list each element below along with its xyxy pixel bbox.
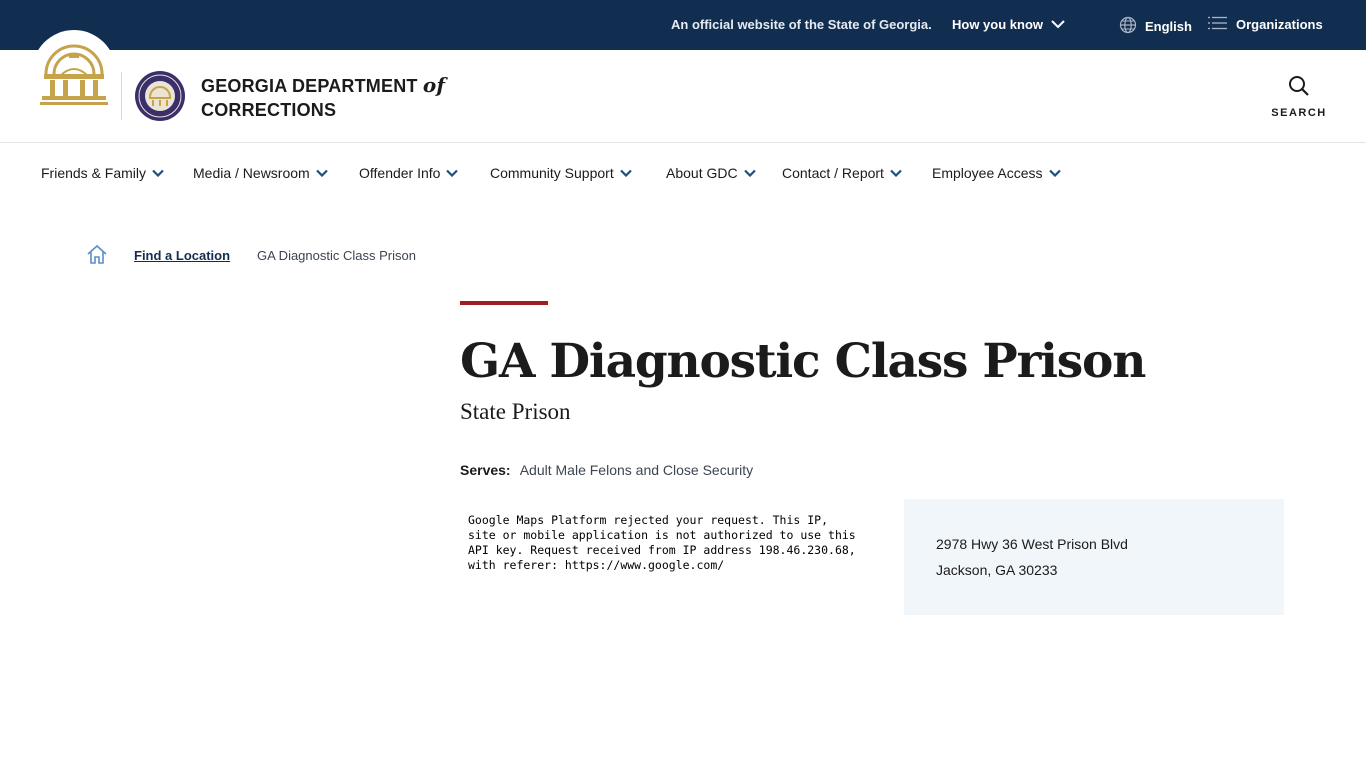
georgia-seal-icon[interactable] [32,30,116,114]
chevron-down-icon [446,169,458,177]
nav-item-label: Offender Info [359,165,441,181]
language-selector[interactable] [1119,16,1192,37]
chevron-down-icon [744,169,756,177]
main-nav [0,160,1366,188]
nav-item-community-support[interactable] [490,165,632,181]
title-accent-bar [460,301,548,305]
official-banner [0,0,1366,50]
nav-item-media-newsroom[interactable] [193,165,328,181]
organizations-label: Organizations [1236,17,1323,32]
agency-title[interactable] [201,73,445,122]
nav-item-contact-report[interactable] [782,165,902,181]
language-label: English [1145,19,1192,34]
chevron-down-icon [1051,17,1065,32]
agency-title-line2: CORRECTIONS [201,100,337,120]
how-you-know-button[interactable] [952,17,1065,32]
chevron-down-icon [1049,169,1061,177]
serves-label: Serves: [460,462,511,478]
nav-item-offender-info[interactable] [359,165,458,181]
page-subtitle: State Prison [460,399,571,424]
logo-divider [121,72,122,120]
nav-item-label: Media / Newsroom [193,165,310,181]
serves-info [460,462,753,478]
gdc-seal-icon[interactable] [134,70,186,122]
nav-item-label: Friends & Family [41,165,147,181]
nav-item-friends-family[interactable] [41,165,164,181]
home-icon[interactable] [86,243,108,270]
chevron-down-icon [152,169,164,177]
nav-item-employee-access[interactable] [932,165,1061,181]
map-error-message: Google Maps Platform rejected your request. This IP, site or mobile application is not authorized to use this API key. Request received from IP address 198.46.230.68, with referer: https://www.google.com/ [468,513,863,572]
chevron-down-icon [620,169,632,177]
breadcrumb-find-location-link[interactable]: Find a Location [134,248,231,263]
globe-icon [1119,16,1137,37]
address-card [904,499,1284,615]
search-icon [1287,85,1311,102]
chevron-down-icon [316,169,328,177]
nav-item-label: Community Support [490,165,614,181]
how-you-know-label: How you know [952,17,1043,32]
search-label: SEARCH [1271,107,1327,119]
page-title: GA Diagnostic Class Prison [460,334,1146,389]
nav-item-about-gdc[interactable] [666,165,756,181]
nav-item-label: Employee Access [932,165,1043,181]
list-icon [1208,16,1227,33]
search-button[interactable] [1268,74,1330,119]
breadcrumb-current: GA Diagnostic Class Prison [257,248,416,263]
nav-item-label: Contact / Report [782,165,884,181]
site-header [0,50,1366,143]
address-line2: Jackson, GA 30233 [936,562,1058,578]
serves-value: Adult Male Felons and Close Security [519,462,754,478]
chevron-down-icon [890,169,902,177]
organizations-button[interactable] [1208,16,1323,33]
agency-title-line1: GEORGIA DEPARTMENT of [201,73,446,97]
nav-item-label: About GDC [666,165,738,181]
official-site-text: An official website of the State of Georgia. [671,17,932,32]
address-line1: 2978 Hwy 36 West Prison Blvd [936,536,1128,552]
